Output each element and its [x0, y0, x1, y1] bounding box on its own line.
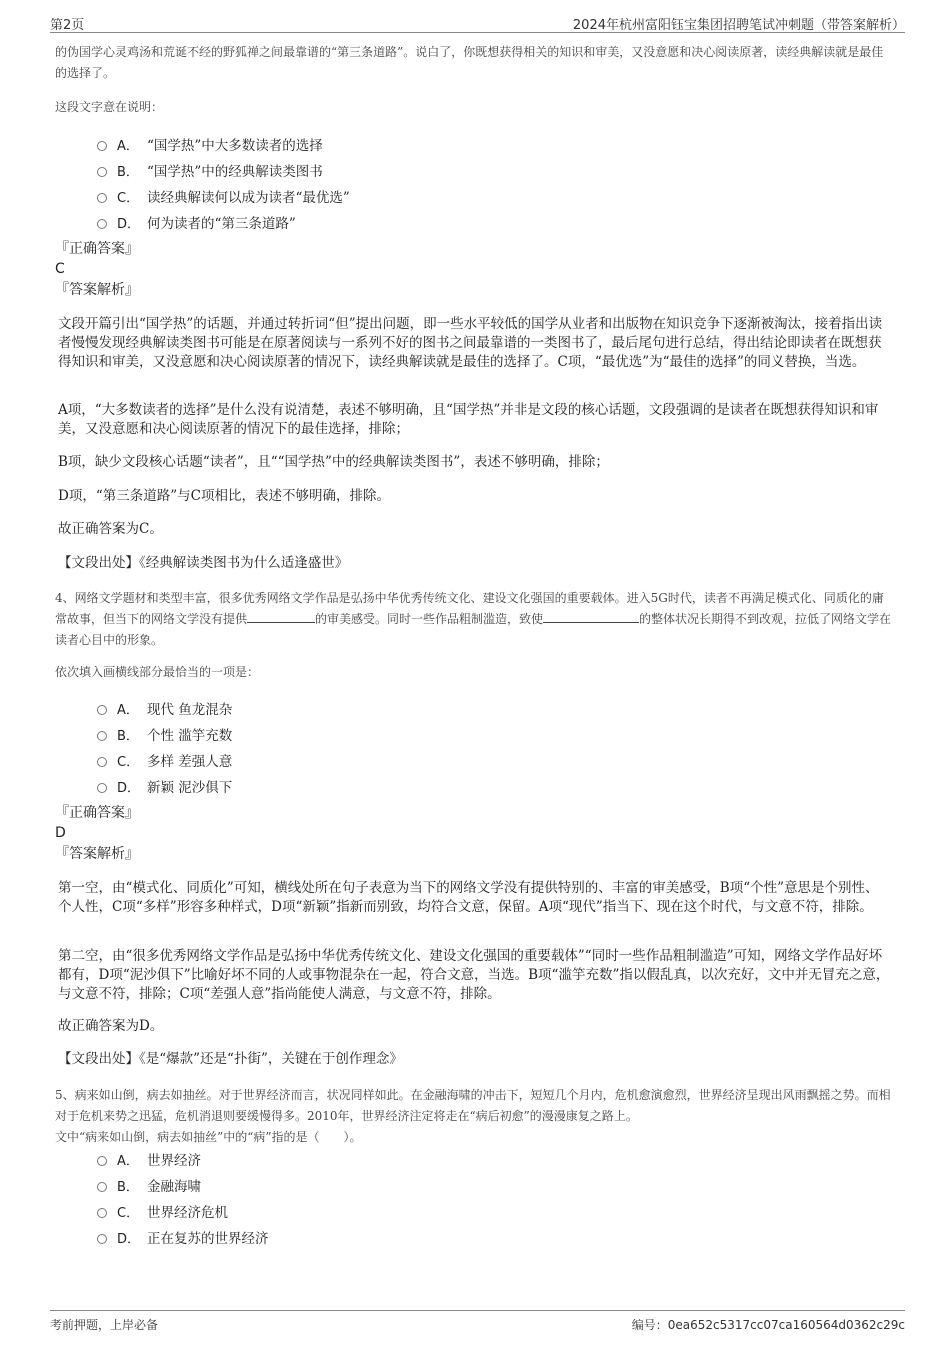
- page-footer: [50, 1310, 905, 1337]
- document-title: 2024年杭州富阳钰宝集团招聘笔试冲刺题（带答案解析）: [572, 18, 905, 33]
- radio-icon[interactable]: [97, 1182, 107, 1192]
- q3-prompt: 这段文字意在说明：: [55, 100, 164, 114]
- radio-icon[interactable]: [97, 193, 107, 203]
- q3-analysis-3: B项，缺少文段核心话题“读者”，且““国学热”中的经典解读类图书”，表述不够明确，排除；: [58, 454, 609, 470]
- q4-option-a[interactable]: A． 现代 鱼龙混杂: [97, 695, 797, 721]
- q5-options: [97, 1146, 797, 1250]
- q3-answer: C: [55, 261, 65, 277]
- radio-icon[interactable]: [97, 783, 107, 793]
- q4-option-d[interactable]: D． 新颖 泥沙俱下: [97, 773, 797, 799]
- q4-analysis-2: 第二空，由“很多优秀网络文学作品是弘扬中华优秀传统文化、建设文化强国的重要载体”“同时一些作品粗制滥造”可知，网络文学作品好坏都有，D项“泥沙俱下”比喻好坏不同的人或事物混杂在一起，符合文意，当选。B项“滥竽充数”指以假乱真，以次充好，文中并无冒充之意，与文意不符，排除；C项“差强人意”指尚能使人满意，与文意不符，排除。: [58, 948, 890, 1002]
- q3-analysis-1: 文段开篇引出“国学热”的话题，并通过转折词“但”提出问题，即一些水平较低的国学从业者和出版物在知识竞争下逐渐被淘汰，接着指出读者慢慢发现经典解读类图书可能是在原著阅读与一系列不好的图书之间最靠谱的一类图书了，最后尾句进行总结，得出结论即读者在既想获得知识和审美，又没意愿和决心阅读原著的情况下，读经典解读就是最佳的选择了。C项，“最优选”为“最佳的选择”的同义替换，当选。: [58, 316, 883, 370]
- radio-icon[interactable]: [97, 1234, 107, 1244]
- q5-option-d[interactable]: D． 正在复苏的世界经济: [97, 1224, 797, 1250]
- radio-icon[interactable]: [97, 219, 107, 229]
- radio-icon[interactable]: [97, 1208, 107, 1218]
- q4-option-c[interactable]: C． 多样 差强人意: [97, 747, 797, 773]
- q3-option-c[interactable]: C． 读经典解读何以成为读者“最优选”: [97, 183, 797, 209]
- blank-1[interactable]: [247, 610, 315, 623]
- page-header: [50, 10, 905, 33]
- radio-icon[interactable]: [97, 1156, 107, 1166]
- q4-option-b[interactable]: B． 个性 滥竽充数: [97, 721, 797, 747]
- radio-icon[interactable]: [97, 141, 107, 151]
- q5-stem: 5、病来如山倒，病去如抽丝。对于世界经济而言，状况同样如此。在金融海啸的冲击下，短短几个月内，危机愈演愈烈，世界经济呈现出风雨飘摇之势。而相对于危机来势之迅猛，危机消退则要缓慢得多。2010年，世界经济注定将走在“病后初愈”的漫漫康复之路上。: [55, 1088, 891, 1123]
- radio-icon[interactable]: [97, 757, 107, 767]
- q3-analysis-2: A项，“大多数读者的选择”是什么没有说清楚，表述不够明确，且“国学热”并非是文段的核心话题，文段强调的是读者在既想获得知识和审美，又没意愿和决心阅读原著的情况下的最佳选择，排除；: [58, 402, 879, 437]
- q4-answer: D: [55, 825, 66, 841]
- q3-option-a[interactable]: A． “国学热”中大多数读者的选择: [97, 131, 797, 157]
- radio-icon[interactable]: [97, 731, 107, 741]
- q4-analysis-3: 故正确答案为D。: [58, 1018, 164, 1034]
- radio-icon[interactable]: [97, 167, 107, 177]
- q3-source: 【文段出处】《经典解读类图书为什么适逢盛世》: [58, 555, 349, 571]
- footer-slogan: 考前押题，上岸必备: [50, 1318, 159, 1332]
- q3-analysis-label: 『答案解析』: [55, 282, 139, 298]
- q4-stem: 4、网络文学题材和类型丰富，很多优秀网络文学作品是弘扬中华优秀传统文化、建设文化强国的重要载体。进入5G时代，读者不再满足模式化、同质化的庸常故事，但当下的网络文学没有提供 的审美感受。同时一些作品粗制滥造，致使 的整体状况长期得不到改观，拉低了网络文学在读者心目中的形象。: [55, 591, 892, 647]
- q5-prompt: 文中“病来如山倒，病去如抽丝”中的“病”指的是（ ）。: [55, 1130, 362, 1144]
- q4-prompt: 依次填入画横线部分最恰当的一项是：: [55, 665, 260, 679]
- q4-source: 【文段出处】《是“爆款”还是“扑街”，关键在于创作理念》: [58, 1051, 403, 1067]
- q4-analysis-1: 第一空，由“模式化、同质化”可知，横线处所在句子表意为当下的网络文学没有提供特别的、丰富的审美感受，B项“个性”意思是个别性、个人性，C项“多样”形容多种样式，D项“新颖”指新而别致，均符合文意，保留。A项“现代”指当下、现在这个时代，与文意不符，排除。: [58, 880, 879, 915]
- q3-option-d[interactable]: D． 何为读者的“第三条道路”: [97, 209, 797, 235]
- q3-analysis-4: D项，“第三条道路”与C项相比，表述不够明确，排除。: [58, 488, 390, 504]
- q3-option-b[interactable]: B． “国学热”中的经典解读类图书: [97, 157, 797, 183]
- page-number: 第2页: [50, 18, 85, 33]
- q5-option-c[interactable]: C． 世界经济危机: [97, 1198, 797, 1224]
- q3-analysis-5: 故正确答案为C。: [58, 521, 163, 537]
- blank-2[interactable]: [543, 610, 639, 623]
- q3-options: [97, 131, 797, 235]
- q3-passage-tail: 的伪国学心灵鸡汤和荒诞不经的野狐禅之间最靠谱的“第三条道路”。说白了，你既想获得相关的知识和审美，又没意愿和决心阅读原著，读经典解读就是最佳的选择了。: [55, 45, 884, 80]
- q3-answer-label: 『正确答案』: [55, 241, 139, 257]
- radio-icon[interactable]: [97, 705, 107, 715]
- q5-option-a[interactable]: A． 世界经济: [97, 1146, 797, 1172]
- q5-option-b[interactable]: B． 金融海啸: [97, 1172, 797, 1198]
- document-code: 编号：0ea652c5317cc07ca160564d0362c29c: [631, 1318, 905, 1332]
- q4-options: [97, 695, 797, 799]
- q4-answer-label: 『正确答案』: [55, 805, 139, 821]
- q4-analysis-label: 『答案解析』: [55, 846, 139, 862]
